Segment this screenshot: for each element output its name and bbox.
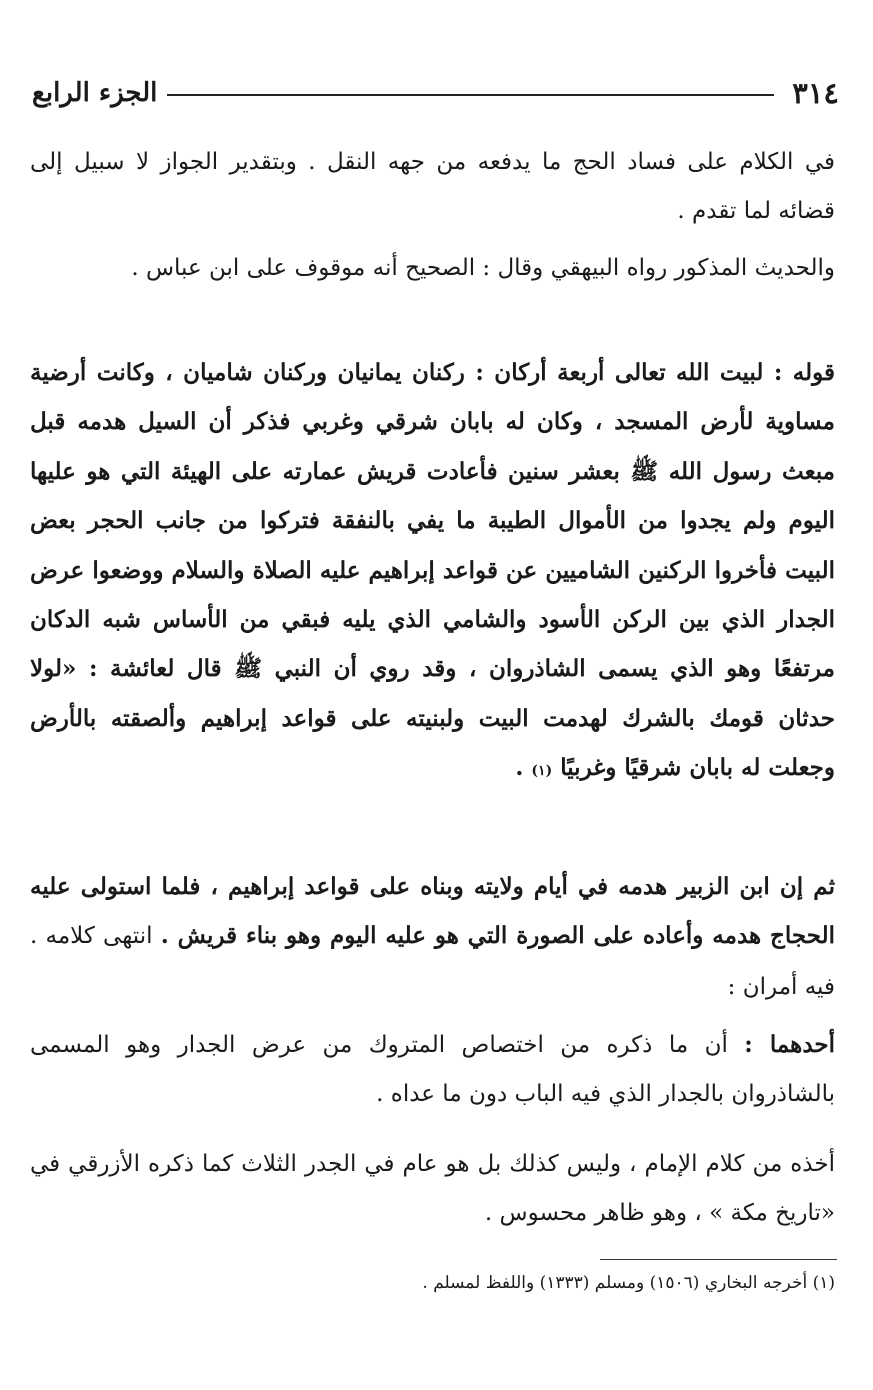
- footnote: (١) أخرجه البخاري (١٥٠٦) ومسلم (١٣٣٣) واللفظ لمسلم .: [422, 1273, 835, 1293]
- footnote-reference: (١): [531, 763, 553, 780]
- header-rule: [167, 94, 774, 96]
- paragraph-3-text: قوله : لبيت الله تعالى أربعة أركان : ركنان يمانيان وركنان شاميان ، وكانت أرضية مساوية لأرض المسجد ، وكان له بابان شرقي وغربي فذكر أن السيل هدمه قبل مبعث رسول الله ﷺ بعشر سنين فأعادت قريش عمارته على الهيئة التي هو عليها اليوم ولم يجدوا من الأموال الطيبة ما يفي بالنفقة فتركوا من جانب الحجر بعض البيت فأخروا الركنين الشاميين عن قواعد إبراهيم عليه الصلاة والسلام ووضعوا عرض الجدار الذي بين الركن الأسود والشامي الذي يليه فبقي من الأساس شبه الدكان مرتفعًا وهو الذي يسمى الشاذروان ، وقد روي أن النبي ﷺ قال لعائشة : «لولا حدثان قومك بالشرك لهدمت البيت ولبنيته على قواعد إبراهيم وألصقته بالأرض وجعلت له بابان شرقيًا وغربيًا: [30, 359, 835, 782]
- part-title: الجزء الرابع: [32, 78, 158, 108]
- paragraph-2: والحديث المذكور رواه البيهقي وقال : الصحيح أنه موقوف على ابن عباس .: [131, 255, 835, 281]
- paragraph-4-tail: انتهى كلامه . فيه أمران :: [30, 923, 835, 1000]
- running-head: [32, 68, 839, 118]
- paragraph-5-text: أن ما ذكره من اختصاص المتروك من عرض الجدار وهو المسمى بالشاذروان بالجدار الذي فيه الباب دون ما عداه .: [30, 1032, 835, 1107]
- page-number: ٣١٤: [792, 76, 839, 110]
- paragraph-5-lead: أحدهما :: [744, 1031, 835, 1058]
- footnote-rule: [600, 1259, 837, 1260]
- paragraph-3-end: .: [515, 754, 532, 782]
- paragraph-4-text: ثم إن ابن الزبير هدمه في أيام ولايته وبناه على قواعد إبراهيم ، فلما استولى عليه الحجاج هدمه وأعاده على الصورة التي هو عليه اليوم وهو بناء قريش .: [30, 873, 835, 950]
- paragraph-3: [30, 348, 835, 797]
- paragraph-1: في الكلام على فساد الحج ما يدفعه من جهه النقل . وبتقدير الجواز لا سبيل إلى قضائه لما تقدم .: [30, 149, 835, 224]
- paragraph-4: [30, 862, 835, 1012]
- paragraph-6: أخذه من كلام الإمام ، وليس كذلك بل هو عام في الجدر الثلاث كما ذكره الأزرقي في «تاريخ مكة » ، وهو ظاهر محسوس .: [30, 1151, 835, 1226]
- paragraph-5: [30, 1020, 835, 1119]
